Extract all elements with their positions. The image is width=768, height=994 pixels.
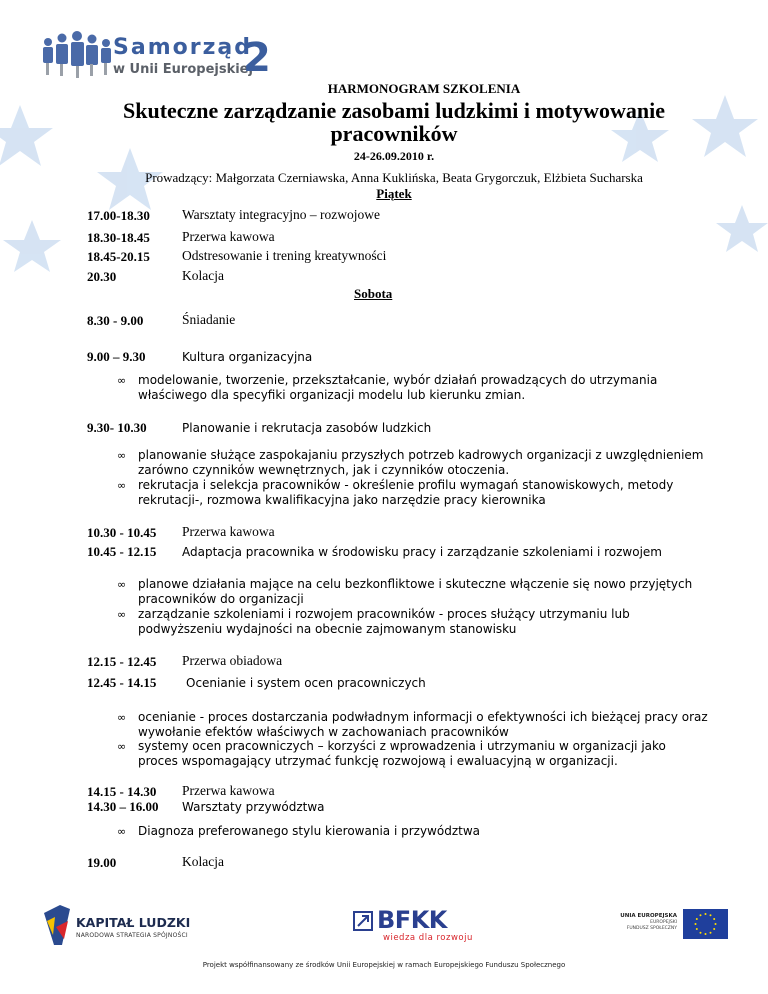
page-title-line1: Skuteczne zarządzanie zasobami ludzkimi i motywowanie bbox=[122, 98, 666, 123]
time-slot: 17.00-18.30 bbox=[87, 208, 150, 223]
activity: Przerwa kawowa bbox=[182, 783, 275, 798]
bullet-text: rekrutacja i selekcja pracowników - określenie profilu wymagań stanowiskowych, metody rekrutacji-, rozmowa kwalifikacyjna jako narzędzie pracy kierownika bbox=[138, 478, 674, 507]
time-slot: 9.30- 10.30 bbox=[87, 420, 147, 435]
bullet-icon: ∞ bbox=[117, 711, 127, 724]
logo-subtitle: w Unii Europejskiej bbox=[113, 62, 253, 77]
time-slot: 10.30 - 10.45 bbox=[87, 525, 157, 540]
session-title: Warsztaty przywództwa bbox=[182, 800, 325, 814]
time-slot: 14.30 – 16.00 bbox=[87, 799, 159, 814]
bullet-text: ocenianie - proces dostarczania podwładnym informacji o efektywności ich bieżącej pracy oraz wywołanie efektów właściwych w zachowaniach pracowników bbox=[138, 710, 708, 739]
time-slot: 20.30 bbox=[87, 269, 117, 284]
kl-subtitle: NARODOWA STRATEGIA SPÓJNOŚCI bbox=[76, 932, 188, 939]
bullet-text: zarządzanie szkoleniami i rozwojem pracowników - proces służący utrzymaniu lub podwyższeniu wydajności na obecnie zajmowanym stanowisku bbox=[138, 607, 630, 636]
dates: 24-26.09.2010 r. bbox=[353, 149, 435, 163]
star-icon bbox=[716, 205, 768, 252]
eu-label: UNIA EUROPEJSKA bbox=[620, 913, 677, 919]
bullet-icon: ∞ bbox=[117, 374, 127, 387]
day-friday: Piątek bbox=[376, 186, 412, 201]
page-title-line2: pracowników bbox=[330, 121, 458, 146]
time-slot: 19.00 bbox=[87, 855, 117, 870]
day-saturday: Sobota bbox=[354, 286, 393, 301]
doc-type: HARMONOGRAM SZKOLENIA bbox=[327, 81, 521, 96]
activity: Kolacja bbox=[182, 854, 224, 869]
time-slot: 12.45 - 14.15 bbox=[87, 675, 157, 690]
bullet-text: planowe działania mające na celu bezkonfliktowe i skuteczne włączenie się nowo przyjętych pracowników do organizacji bbox=[138, 577, 693, 606]
bullet-icon: ∞ bbox=[117, 608, 127, 621]
bullet-text: Diagnoza preferowanego stylu kierowania i przywództwa bbox=[138, 824, 480, 838]
bullet-icon: ∞ bbox=[117, 740, 127, 753]
bfkk-arrow-icon bbox=[353, 911, 375, 931]
bullet-icon: ∞ bbox=[117, 449, 127, 462]
trainers: Prowadzący: Małgorzata Czerniawska, Anna Kuklińska, Beata Grygorczuk, Elżbieta Sucharska bbox=[145, 170, 643, 185]
time-slot: 9.00 – 9.30 bbox=[87, 349, 146, 364]
eu-label: EUROPEJSKI bbox=[650, 920, 677, 925]
activity: Przerwa kawowa bbox=[182, 524, 275, 539]
activity: Warsztaty integracyjno – rozwojowe bbox=[182, 207, 380, 222]
activity: Odstresowanie i trening kreatywności bbox=[182, 248, 387, 263]
session-title: Planowanie i rekrutacja zasobów ludzkich bbox=[182, 421, 432, 435]
time-slot: 10.45 - 12.15 bbox=[87, 544, 157, 559]
footer-note: Projekt współfinansowany ze środków Unii Europejskiej w ramach Europejskiego Funduszu Społecznego bbox=[202, 961, 566, 969]
session-title: Ocenianie i system ocen pracowniczych bbox=[186, 676, 426, 690]
eu-label: FUNDUSZ SPOŁECZNY bbox=[626, 926, 677, 931]
eu-flag-icon bbox=[683, 909, 728, 939]
bfkk-name: BFKK bbox=[377, 906, 447, 934]
kapital-ludzki-emblem bbox=[42, 905, 72, 945]
time-slot: 8.30 - 9.00 bbox=[87, 313, 144, 328]
samorzad-logo-figures bbox=[40, 30, 120, 80]
time-slot: 18.30-18.45 bbox=[87, 230, 150, 245]
activity: Przerwa obiadowa bbox=[182, 653, 283, 668]
bullet-icon: ∞ bbox=[117, 479, 127, 492]
time-slot: 18.45-20.15 bbox=[87, 249, 150, 264]
time-slot: 12.15 - 12.45 bbox=[87, 654, 157, 669]
bullet-text: systemy ocen pracowniczych – korzyści z wprowadzenia i utrzymaniu w organizacji jako proces wspomagający utrzymać funkcję rozwojową i ewaluacyjną w organizacji. bbox=[138, 739, 666, 768]
bullet-text: modelowanie, tworzenie, przekształcanie, wybór działań prowadzących do utrzymania właściwego dla specyfiki organizacji modelu lub kierunku zmian. bbox=[138, 373, 658, 402]
kl-title: KAPITAŁ LUDZKI bbox=[76, 915, 191, 930]
bullet-text: planowanie służące zaspokajaniu przyszłych potrzeb kadrowych organizacji z uwzględnieniem zarówno czynników wewnętrznych, jak i czynników otoczenia. bbox=[138, 448, 704, 477]
activity: Kolacja bbox=[182, 268, 224, 283]
bullet-icon: ∞ bbox=[117, 825, 127, 838]
star-icon bbox=[3, 220, 61, 272]
bullet-icon: ∞ bbox=[117, 578, 127, 591]
activity: Śniadanie bbox=[182, 312, 236, 327]
time-slot: 14.15 - 14.30 bbox=[87, 784, 157, 799]
activity: Przerwa kawowa bbox=[182, 229, 275, 244]
logo-number: 2 bbox=[243, 35, 271, 81]
logo-title: Samorząd bbox=[113, 35, 252, 60]
bfkk-slogan: wiedza dla rozwoju bbox=[383, 933, 473, 943]
session-title: Adaptacja pracownika w środowisku pracy i zarządzanie szkoleniami i rozwojem bbox=[182, 545, 662, 559]
session-title: Kultura organizacyjna bbox=[182, 350, 313, 364]
